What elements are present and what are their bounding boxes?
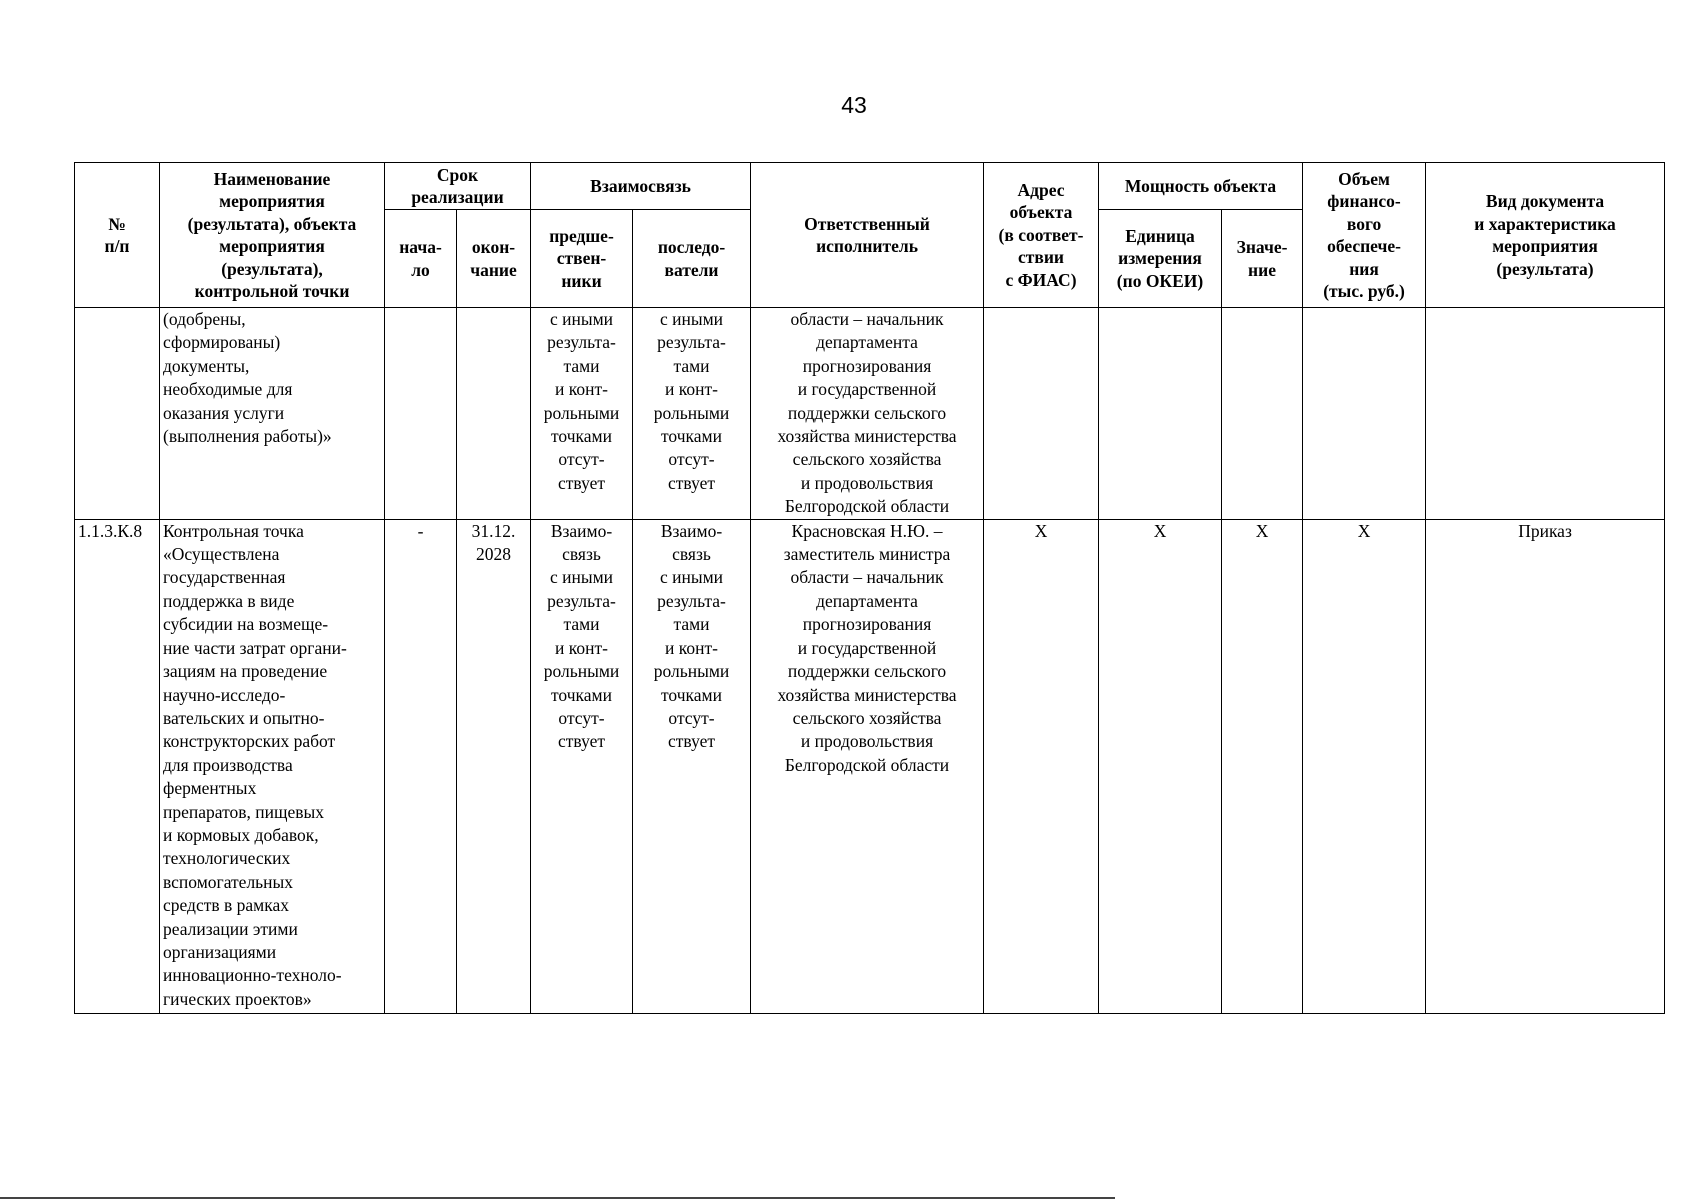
header-capacity: Мощность объекта xyxy=(1099,163,1303,210)
cell-start xyxy=(385,308,457,520)
cell-end: 31.12. 2028 xyxy=(457,519,531,1013)
header-term-start: нача- ло xyxy=(385,210,457,308)
header-term-end: окон- чание xyxy=(457,210,531,308)
cell-executor: Красновская Н.Ю. – заместитель министра области – начальник департамента прогнозирования и государственной поддержки сельского хозяйства министерства сельского хозяйства и продовольствия Белгородской области xyxy=(751,519,984,1013)
cell-predecessors: с иными результа- тами и конт- рольными точками отсут- ствует xyxy=(531,308,633,520)
cell-address: Х xyxy=(984,519,1099,1013)
cell-executor: области – начальник департамента прогнозирования и государственной поддержки сельского хозяйства министерства сельского хозяйства и продовольствия Белгородской области xyxy=(751,308,984,520)
cell-unit: Х xyxy=(1099,519,1222,1013)
header-executor: Ответственный исполнитель xyxy=(751,163,984,308)
page-number: 43 xyxy=(841,92,867,118)
header-term: Срок реализации xyxy=(385,163,531,210)
cell-doc-type xyxy=(1426,308,1665,520)
cell-finance xyxy=(1303,308,1426,520)
header-no: № п/п xyxy=(75,163,160,308)
header-capacity-value: Значе- ние xyxy=(1222,210,1303,308)
cell-address xyxy=(984,308,1099,520)
header-link-prev: предше- ствен- ники xyxy=(531,210,633,308)
header-capacity-unit: Единица измерения (по ОКЕИ) xyxy=(1099,210,1222,308)
cell-successors: Взаимо- связь с иными результа- тами и конт- рольными точками отсут- ствует xyxy=(633,519,751,1013)
cell-no xyxy=(75,308,160,520)
header-finance: Объем финансо- вого обеспече- ния (тыс. руб.) xyxy=(1303,163,1426,308)
header-address: Адрес объекта (в соответ- ствии с ФИАС) xyxy=(984,163,1099,308)
cell-value: Х xyxy=(1222,519,1303,1013)
cell-name: Контрольная точка «Осуществлена государственная поддержка в виде субсидии на возмеще- ние части затрат органи- зациям на проведение научно-исследо- вательских и опытно- конструкторских работ для производства ферментных препаратов, пищевых и кормовых добавок, технологических вспомогательных средств в рамках реализации этими организациями инновационно-техноло- гических проектов» xyxy=(160,519,385,1013)
bottom-divider xyxy=(0,1197,1115,1199)
header-link-next: последо- ватели xyxy=(633,210,751,308)
cell-name: (одобрены, сформированы) документы, необходимые для оказания услуги (выполнения работы)» xyxy=(160,308,385,520)
header-doc-type: Вид документа и характеристика мероприятия (результата) xyxy=(1426,163,1665,308)
cell-doc-type: Приказ xyxy=(1426,519,1665,1013)
table-header xyxy=(75,163,1665,308)
header-link: Взаимосвязь xyxy=(531,163,751,210)
cell-successors: с иными результа- тами и конт- рольными точками отсут- ствует xyxy=(633,308,751,520)
cell-predecessors: Взаимо- связь с иными результа- тами и конт- рольными точками отсут- ствует xyxy=(531,519,633,1013)
table-row xyxy=(75,308,1665,520)
cell-no: 1.1.3.К.8 xyxy=(75,519,160,1013)
cell-start: - xyxy=(385,519,457,1013)
plan-table xyxy=(74,162,1665,1014)
cell-end xyxy=(457,308,531,520)
cell-value xyxy=(1222,308,1303,520)
cell-finance: Х xyxy=(1303,519,1426,1013)
cell-unit xyxy=(1099,308,1222,520)
table-row xyxy=(75,519,1665,1013)
header-name: Наименование мероприятия (результата), объекта мероприятия (результата), контрольной точки xyxy=(160,163,385,308)
